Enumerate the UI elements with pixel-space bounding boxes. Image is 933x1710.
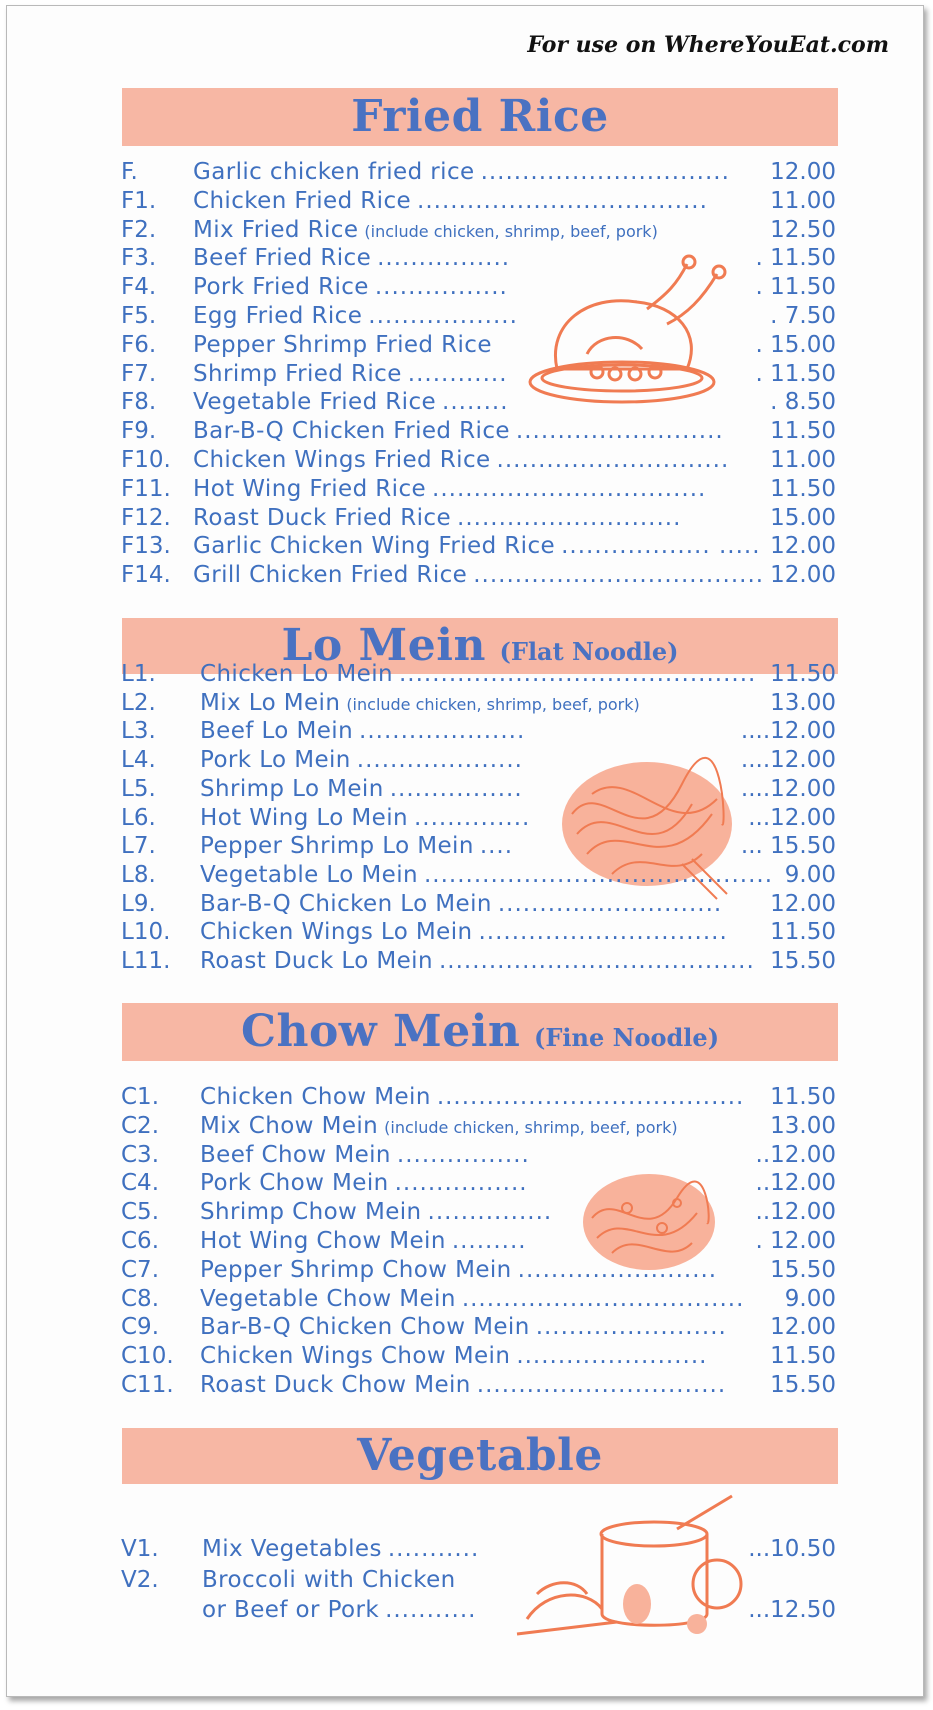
- menu-item: [7, 660, 933, 689]
- item-name-line: [193, 561, 764, 591]
- menu-item: [7, 890, 933, 919]
- leader-dots: .................. .....: [561, 533, 761, 560]
- menu-item: [7, 1342, 933, 1371]
- leader-dots: ................: [396, 1141, 530, 1168]
- menu-item: [7, 158, 933, 187]
- item-price: . 11.50: [755, 274, 836, 301]
- leader-dots: ..................................: [461, 1285, 745, 1312]
- item-price: ... 15.50: [740, 833, 836, 860]
- item-code: L4.: [121, 747, 156, 774]
- section-title: Fried Rice: [351, 91, 609, 142]
- leader-dots: .......................: [516, 1343, 708, 1370]
- item-name-line: [200, 861, 773, 891]
- item-code: F.: [121, 159, 138, 185]
- item-price: 12.00: [770, 890, 836, 917]
- leader-dots: ................: [389, 775, 523, 802]
- item-price: 11.50: [770, 919, 836, 946]
- section-banner-vegetable: [122, 1428, 838, 1484]
- menu-item: [7, 360, 933, 389]
- menu-item: [7, 561, 933, 590]
- item-price: ..12.00: [755, 1170, 836, 1197]
- menu-item: [7, 1535, 933, 1564]
- item-name: Garlic Chicken Wing Fried Rice: [193, 533, 556, 560]
- item-name: Chicken Lo Mein: [200, 661, 393, 687]
- item-name-line: [193, 302, 518, 332]
- menu-item: [7, 689, 933, 718]
- item-code: F11.: [121, 475, 171, 502]
- leader-dots: ...................................: [417, 187, 708, 214]
- leader-dots: ...........................: [497, 890, 723, 917]
- item-code: L7.: [121, 833, 156, 860]
- item-price: 15.50: [770, 1256, 836, 1283]
- leader-dots: ..............: [413, 804, 531, 831]
- item-code: F6.: [121, 331, 157, 358]
- menu-item: [7, 947, 933, 976]
- item-price: . 12.00: [755, 1228, 836, 1254]
- item-name: Hot Wing Fried Rice: [193, 475, 427, 502]
- leader-dots: .....................................: [436, 1084, 745, 1110]
- section-title: Lo Mein: [281, 620, 486, 671]
- section-subtitle: (Flat Noodle): [499, 637, 679, 666]
- item-name-line: [200, 746, 523, 776]
- item-name: Hot Wing Lo Mein: [200, 804, 408, 831]
- item-name-line: [200, 1285, 744, 1315]
- item-code: F9.: [121, 418, 157, 445]
- item-price: 11.00: [770, 187, 836, 214]
- item-name-line: [193, 504, 681, 534]
- item-name-line: [200, 1313, 727, 1343]
- item-name: Beef Chow Mein: [200, 1141, 391, 1168]
- item-price: 15.50: [770, 1372, 836, 1398]
- menu-item: [7, 1141, 933, 1170]
- item-price: ....12.00: [740, 718, 836, 745]
- item-price: 11.50: [770, 1343, 836, 1370]
- item-code: F13.: [121, 533, 171, 560]
- item-price: 12.00: [770, 533, 836, 560]
- leader-dots: ....................: [359, 718, 526, 745]
- menu-item: [7, 775, 933, 804]
- item-price: 12.00: [770, 562, 836, 589]
- item-name: Pork Lo Mein: [200, 747, 351, 774]
- leader-dots: ............: [407, 360, 508, 387]
- leader-dots: ..............................: [480, 159, 730, 185]
- item-name-line: [193, 331, 498, 361]
- item-name: Broccoli with Chicken: [202, 1566, 456, 1593]
- leader-dots: ................: [377, 245, 511, 272]
- leader-dots: ................: [394, 1170, 528, 1197]
- item-name-line: [193, 216, 658, 246]
- item-name: Roast Duck Fried Rice: [193, 504, 452, 531]
- section-banner-chow-mein: [122, 1003, 838, 1061]
- item-name: Mix Fried Rice: [193, 216, 359, 243]
- item-code: C9.: [121, 1314, 160, 1341]
- item-price: . 7.50: [770, 303, 836, 329]
- item-code: L9.: [121, 890, 156, 917]
- leader-dots: ...........................: [457, 504, 682, 531]
- item-price: . 11.50: [755, 360, 836, 387]
- leader-dots: ...........................................: [398, 661, 757, 687]
- item-price: ...12.00: [748, 804, 836, 831]
- item-code: F5.: [121, 303, 157, 329]
- item-name-line: [193, 446, 729, 476]
- item-name: Mix Chow Mein: [200, 1112, 379, 1139]
- menu-item: [7, 1169, 933, 1198]
- item-code: L1.: [121, 661, 156, 687]
- item-name-line: [200, 717, 525, 747]
- item-price: 15.50: [770, 948, 836, 974]
- item-code: F12.: [121, 504, 171, 531]
- item-price: 13.00: [770, 1112, 836, 1139]
- leader-dots: ..........................................: [423, 861, 774, 888]
- menu-item: [7, 504, 933, 533]
- item-name-line: [193, 475, 706, 505]
- item-name-line: [202, 1596, 476, 1626]
- menu-item: [7, 1112, 933, 1141]
- item-price: ....12.00: [740, 747, 836, 774]
- item-name: Egg Fried Rice: [193, 303, 363, 329]
- item-code: C11.: [121, 1372, 174, 1398]
- item-code: F3.: [121, 245, 157, 272]
- item-name: Shrimp Chow Mein: [200, 1199, 422, 1226]
- item-code: F8.: [121, 389, 157, 416]
- item-name: Beef Fried Rice: [193, 245, 372, 272]
- item-price: . 8.50: [770, 389, 836, 416]
- item-name-line: [193, 158, 730, 188]
- item-name-line: [200, 1141, 530, 1171]
- section-banner-fried-rice: [122, 88, 838, 146]
- menu-item: [7, 832, 933, 861]
- leader-dots: ..............................: [476, 1372, 727, 1398]
- menu-item: [7, 1227, 933, 1256]
- watermark-text: For use on WhereYouEat.com: [527, 32, 889, 58]
- leader-dots: ............................: [496, 447, 730, 473]
- item-price: ....12.00: [740, 775, 836, 802]
- item-name: Pepper Shrimp Fried Rice: [193, 331, 492, 358]
- item-price: 9.00: [784, 1285, 836, 1312]
- menu-item: [7, 717, 933, 746]
- item-name-line: [200, 1256, 717, 1286]
- item-note: (include chicken, shrimp, beef, pork): [346, 694, 640, 714]
- item-code: F14.: [121, 562, 171, 589]
- item-name: Vegetable Lo Mein: [200, 861, 418, 888]
- leader-dots: .........: [451, 1228, 527, 1254]
- item-name-line: [200, 1169, 528, 1199]
- menu-item: [7, 273, 933, 302]
- leader-dots: ....: [479, 833, 514, 860]
- item-name: Garlic chicken fried rice: [193, 159, 475, 185]
- menu-item: [7, 331, 933, 360]
- item-name: Vegetable Chow Mein: [200, 1285, 456, 1312]
- item-price: ...10.50: [748, 1536, 836, 1562]
- item-price: ..12.00: [755, 1199, 836, 1226]
- item-name-line: [200, 1112, 678, 1142]
- item-name-line: [200, 660, 756, 690]
- item-price: 11.00: [770, 447, 836, 473]
- leader-dots: ...........: [387, 1536, 480, 1562]
- menu-item: [7, 1083, 933, 1112]
- item-price: ..12.00: [755, 1141, 836, 1168]
- item-name-line: [202, 1566, 462, 1596]
- item-price: 15.00: [770, 504, 836, 531]
- menu-item: [7, 746, 933, 775]
- item-name-line: [200, 1342, 707, 1372]
- menu-item: [7, 475, 933, 504]
- item-name-line: [200, 832, 513, 862]
- menu-item: [7, 1285, 933, 1314]
- menu-item: [7, 1313, 933, 1342]
- item-price: 11.50: [770, 661, 836, 687]
- leader-dots: ..............................: [478, 919, 728, 946]
- item-name-line: [200, 947, 755, 977]
- menu-item: [7, 1566, 933, 1595]
- item-price: 11.50: [770, 1084, 836, 1110]
- item-code: C7.: [121, 1256, 160, 1283]
- menu-item: [7, 244, 933, 273]
- item-name-line: [200, 890, 722, 920]
- leader-dots: .................................: [432, 475, 707, 502]
- item-code: L6.: [121, 804, 156, 831]
- item-name: Roast Duck Lo Mein: [200, 948, 433, 974]
- item-name: Roast Duck Chow Mein: [200, 1372, 471, 1398]
- menu-item: [7, 417, 933, 446]
- item-name: Mix Vegetables: [202, 1536, 382, 1562]
- item-name-line: [200, 689, 640, 719]
- item-name-line: [193, 388, 509, 418]
- item-name: Chicken Wings Fried Rice: [193, 447, 491, 473]
- item-code: C8.: [121, 1285, 160, 1312]
- item-name-line: [200, 804, 530, 834]
- menu-item: [7, 1596, 933, 1625]
- menu-page: [6, 5, 924, 1697]
- leader-dots: ...................................: [473, 562, 765, 589]
- item-name: Chicken Fried Rice: [193, 187, 412, 214]
- item-price: 9.00: [784, 861, 836, 888]
- menu-item: [7, 1198, 933, 1227]
- item-name: Hot Wing Chow Mein: [200, 1228, 446, 1254]
- item-code: F1.: [121, 187, 157, 214]
- item-code: F2.: [121, 216, 157, 243]
- item-price: . 15.00: [755, 331, 836, 358]
- item-code: L3.: [121, 718, 156, 745]
- menu-item: [7, 861, 933, 890]
- item-name: Chicken Wings Chow Mein: [200, 1343, 511, 1370]
- menu-item: [7, 804, 933, 833]
- leader-dots: ...........: [385, 1597, 477, 1623]
- item-price: 12.00: [770, 1314, 836, 1341]
- leader-dots: ..................: [368, 303, 518, 329]
- item-code: F7.: [121, 360, 157, 387]
- item-name-line: [193, 187, 708, 217]
- section-title: Vegetable: [357, 1430, 603, 1481]
- item-note: (include chicken, shrimp, beef, pork): [384, 1117, 678, 1137]
- item-name: Pork Fried Rice: [193, 274, 369, 301]
- leader-dots: ................: [374, 274, 508, 301]
- item-name: Pepper Shrimp Lo Mein: [200, 833, 474, 860]
- menu-item: [7, 187, 933, 216]
- item-price: 13.00: [770, 689, 836, 716]
- item-name-line: [193, 360, 508, 390]
- leader-dots: .......................: [535, 1314, 727, 1341]
- item-code: L11.: [121, 948, 171, 974]
- menu-item: [7, 216, 933, 245]
- menu-item: [7, 388, 933, 417]
- item-code: V2.: [121, 1566, 159, 1593]
- leader-dots: ........: [442, 389, 509, 416]
- item-name: or Beef or Pork: [202, 1597, 380, 1623]
- menu-item: [7, 1371, 933, 1400]
- leader-dots: ....................: [356, 747, 523, 774]
- item-name: Bar-B-Q Chicken Fried Rice: [193, 418, 510, 445]
- item-price: 11.50: [770, 418, 836, 445]
- item-name-line: [200, 1083, 744, 1113]
- item-name: Chicken Wings Lo Mein: [200, 919, 473, 946]
- item-code: C6.: [121, 1228, 160, 1254]
- item-code: F10.: [121, 447, 171, 473]
- item-code: L2.: [121, 689, 156, 716]
- item-name-line: [193, 273, 508, 303]
- item-code: C1.: [121, 1084, 160, 1110]
- item-price: ...12.50: [748, 1597, 836, 1623]
- menu-item: [7, 446, 933, 475]
- item-name: Pork Chow Mein: [200, 1170, 389, 1197]
- item-name: Bar-B-Q Chicken Chow Mein: [200, 1314, 530, 1341]
- menu-item: [7, 302, 933, 331]
- item-name: Grill Chicken Fried Rice: [193, 562, 468, 589]
- item-code: L10.: [121, 919, 171, 946]
- item-price: 12.00: [770, 159, 836, 185]
- item-price: 12.50: [770, 216, 836, 243]
- item-code: C3.: [121, 1141, 160, 1168]
- leader-dots: ......................................: [438, 948, 755, 974]
- item-name: Vegetable Fried Rice: [193, 389, 437, 416]
- item-name: Chicken Chow Mein: [200, 1084, 431, 1110]
- item-name-line: [193, 417, 724, 447]
- item-name-line: [200, 1227, 527, 1257]
- menu-item: [7, 918, 933, 947]
- item-name: Shrimp Fried Rice: [193, 360, 402, 387]
- item-name-line: [193, 244, 510, 274]
- item-price: 11.50: [770, 475, 836, 502]
- item-code: L8.: [121, 861, 156, 888]
- leader-dots: ...............: [427, 1199, 553, 1226]
- item-name-line: [200, 1198, 552, 1228]
- item-code: V1.: [121, 1536, 159, 1562]
- item-code: F4.: [121, 274, 157, 301]
- item-code: C2.: [121, 1112, 160, 1139]
- item-code: C4.: [121, 1170, 160, 1197]
- menu-item: [7, 1256, 933, 1285]
- menu-item: [7, 532, 933, 561]
- item-name: Bar-B-Q Chicken Lo Mein: [200, 890, 492, 917]
- item-code: C5.: [121, 1199, 160, 1226]
- item-code: L5.: [121, 775, 156, 802]
- item-name-line: [202, 1535, 479, 1565]
- item-name-line: [193, 532, 761, 562]
- item-name: Beef Lo Mein: [200, 718, 354, 745]
- section-title: Chow Mein: [240, 1006, 521, 1057]
- item-price: . 11.50: [755, 245, 836, 272]
- leader-dots: .........................: [515, 418, 724, 445]
- item-name-line: [200, 775, 523, 805]
- item-code: C10.: [121, 1343, 174, 1370]
- item-name: Shrimp Lo Mein: [200, 775, 384, 802]
- item-name-line: [200, 1371, 726, 1401]
- item-note: (include chicken, shrimp, beef, pork): [364, 221, 658, 241]
- section-subtitle: (Fine Noodle): [533, 1023, 720, 1052]
- item-name: Pepper Shrimp Chow Mein: [200, 1256, 512, 1283]
- leader-dots: ........................: [517, 1256, 718, 1283]
- item-name-line: [200, 918, 728, 948]
- item-name: Mix Lo Mein: [200, 689, 341, 716]
